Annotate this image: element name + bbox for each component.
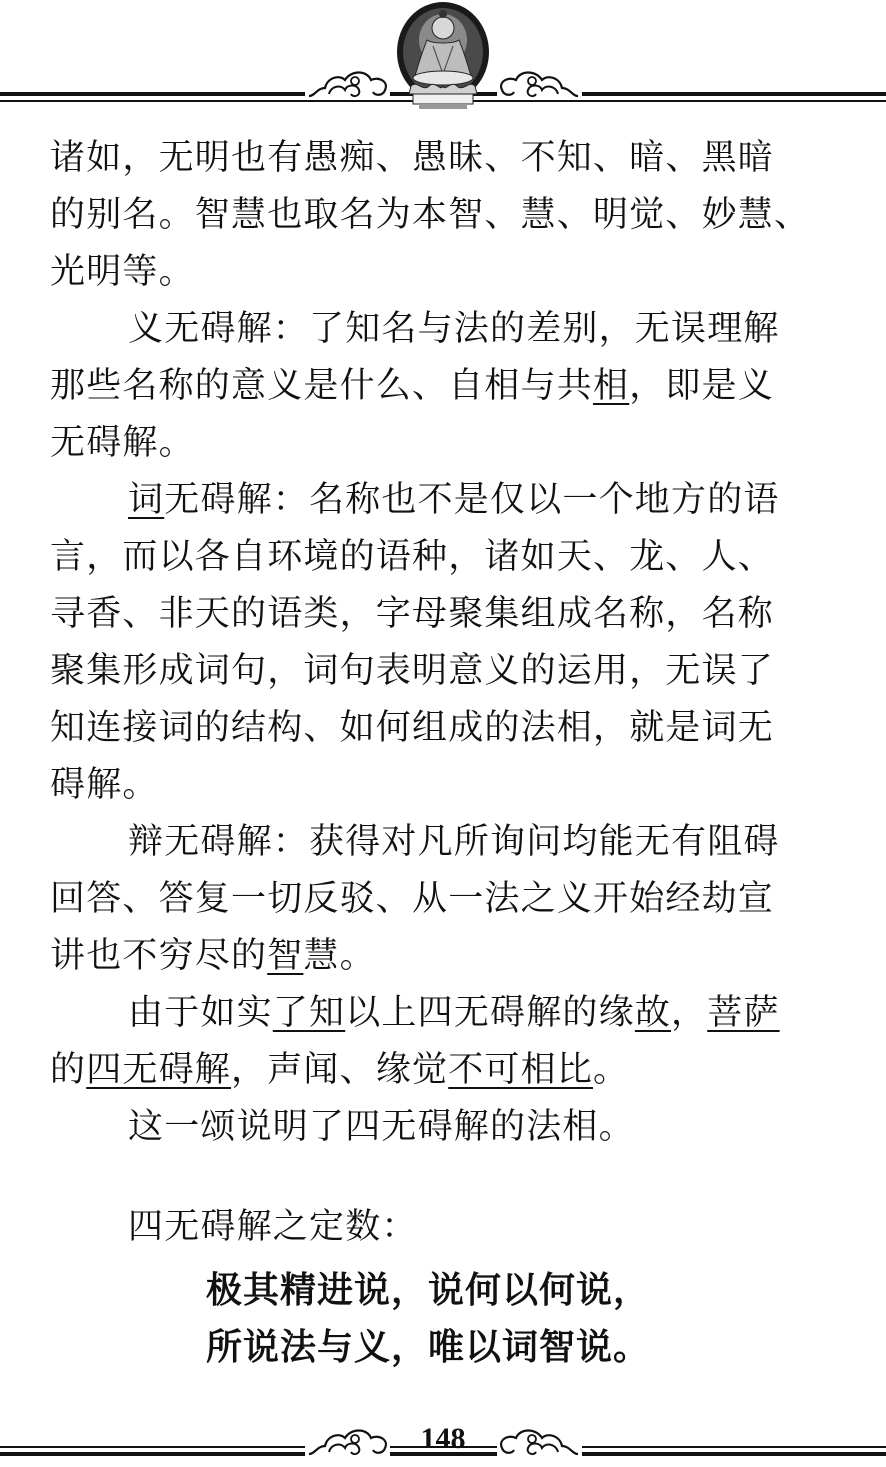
underlined-word: 菩萨 — [707, 993, 780, 1033]
text-line: 聚集形成词句，词句表明意义的运用，无误了 — [50, 651, 775, 691]
text-line: 寻香、非天的语类，字母聚集组成名称，名称 — [50, 594, 775, 634]
text-line: 由于如实了知以上四无碍解的缘故，菩萨 — [128, 993, 780, 1033]
text-line: 辩无碍解：获得对凡所询问均能无有阻碍 — [128, 822, 780, 862]
verse-line: 所说法与义，唯以词智说。 — [206, 1327, 651, 1368]
text-line: 无碍解。 — [50, 423, 195, 463]
underlined-word: 词 — [128, 480, 165, 520]
section-heading: 四无碍解之定数： — [128, 1207, 418, 1247]
underlined-word: 四无碍解 — [86, 1050, 232, 1090]
text-line: 词无碍解：名称也不是仅以一个地方的语 — [128, 480, 780, 520]
page-number: 148 — [420, 1422, 466, 1455]
underlined-word: 相 — [593, 366, 630, 406]
cloud-ornament-icon — [497, 66, 582, 100]
text-line: 光明等。 — [50, 252, 195, 292]
text-line: 的四无碍解，声闻、缘觉不可相比。 — [50, 1050, 630, 1090]
text-line: 这一颂说明了四无碍解的法相。 — [128, 1107, 635, 1147]
underlined-word: 智 — [267, 936, 304, 976]
underlined-word: 了知 — [272, 993, 346, 1033]
text-line: 言，而以各自环境的语种，诸如天、龙、人、 — [50, 537, 775, 577]
text-line: 那些名称的意义是什么、自相与共相，即是义 — [50, 366, 775, 406]
text-line: 讲也不穷尽的智慧。 — [50, 936, 376, 976]
text-line: 诸如，无明也有愚痴、愚昧、不知、暗、黑暗 — [50, 138, 775, 178]
underlined-word: 故 — [634, 993, 672, 1033]
text-line: 碍解。 — [50, 765, 159, 805]
underlined-word: 不可相比 — [448, 1050, 594, 1090]
text-line: 的别名。智慧也取名为本智、慧、明觉、妙慧、 — [50, 195, 811, 235]
text-line: 回答、答复一切反驳、从一法之义开始经劫宣 — [50, 879, 775, 919]
verse-line: 极其精进说，说何以何说， — [206, 1270, 651, 1311]
buddha-emblem-icon — [393, 0, 493, 110]
cloud-ornament-icon — [305, 66, 390, 100]
text-line: 义无碍解：了知名与法的差别，无误理解 — [128, 309, 780, 349]
text-line: 知连接词的结构、如何组成的法相，就是词无 — [50, 708, 775, 748]
